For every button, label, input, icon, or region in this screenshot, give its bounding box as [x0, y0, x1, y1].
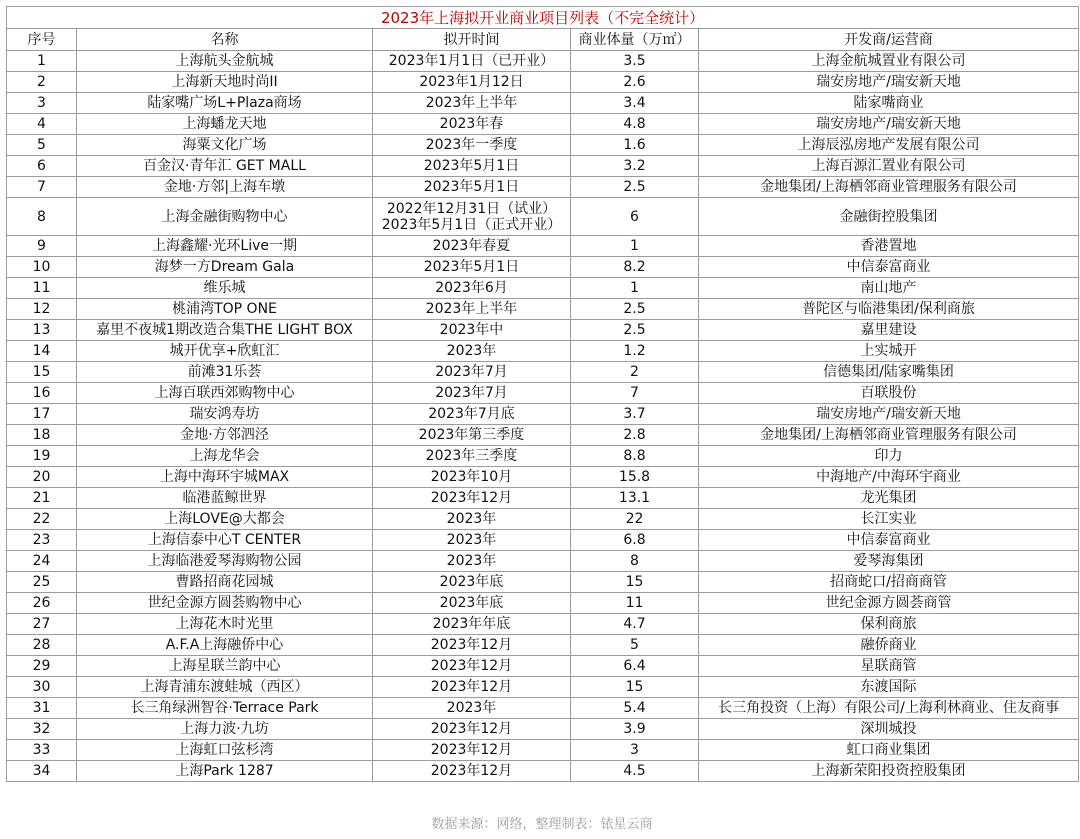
open-time-line: 2023年年底 [432, 616, 511, 632]
area-cell: 4.7 [571, 614, 699, 635]
index-cell: 30 [7, 677, 77, 698]
index-cell: 34 [7, 761, 77, 782]
table-row [7, 278, 1079, 299]
area-cell: 5 [571, 635, 699, 656]
table-row [7, 236, 1079, 257]
open-time-cell [373, 278, 571, 299]
table-row [7, 135, 1079, 156]
area-cell: 6 [571, 198, 699, 236]
table-row [7, 257, 1079, 278]
area-cell: 7 [571, 383, 699, 404]
developer-cell: 爱琴海集团 [699, 551, 1079, 572]
area-cell: 5.4 [571, 698, 699, 719]
name-cell: 上海青浦东渡蛙城（西区） [77, 677, 373, 698]
developer-cell: 普陀区与临港集团/保利商旅 [699, 299, 1079, 320]
developer-cell: 中海地产/中海环宇商业 [699, 467, 1079, 488]
index-cell: 29 [7, 656, 77, 677]
table-row [7, 425, 1079, 446]
area-cell: 11 [571, 593, 699, 614]
open-time-cell [373, 656, 571, 677]
open-time-cell [373, 467, 571, 488]
area-cell: 2.5 [571, 299, 699, 320]
open-time-cell [373, 198, 571, 236]
open-time-cell [373, 572, 571, 593]
index-cell: 4 [7, 114, 77, 135]
open-time-cell [373, 341, 571, 362]
area-cell: 3.4 [571, 93, 699, 114]
index-cell: 23 [7, 530, 77, 551]
index-cell: 13 [7, 320, 77, 341]
developer-cell: 星联商管 [699, 656, 1079, 677]
area-cell: 6.4 [571, 656, 699, 677]
name-cell: 上海信泰中心T CENTER [77, 530, 373, 551]
index-cell: 33 [7, 740, 77, 761]
open-time-cell [373, 72, 571, 93]
index-cell: 10 [7, 257, 77, 278]
name-cell: 瑞安鸿寿坊 [77, 404, 373, 425]
developer-cell: 上海金航城置业有限公司 [699, 51, 1079, 72]
area-cell: 15.8 [571, 467, 699, 488]
developer-cell: 世纪金源方圆荟商管 [699, 593, 1079, 614]
open-time-cell [373, 761, 571, 782]
name-cell: 海梦一方Dream Gala [77, 257, 373, 278]
area-cell: 4.5 [571, 761, 699, 782]
open-time-line: 2023年12月 [430, 763, 513, 779]
open-time-line: 2023年7月 [435, 385, 508, 401]
developer-cell: 中信泰富商业 [699, 530, 1079, 551]
developer-cell: 上海新荣阳投资控股集团 [699, 761, 1079, 782]
table-row [7, 404, 1079, 425]
developer-cell: 金融街控股集团 [699, 198, 1079, 236]
developer-cell: 上实城开 [699, 341, 1079, 362]
open-time-line: 2023年春夏 [432, 238, 511, 254]
table-row [7, 114, 1079, 135]
name-cell: 上海Park 1287 [77, 761, 373, 782]
area-cell: 1.2 [571, 341, 699, 362]
header-row [7, 29, 1079, 51]
name-cell: 曹路招商花园城 [77, 572, 373, 593]
index-cell: 21 [7, 488, 77, 509]
project-table [6, 6, 1079, 782]
name-cell: 上海力波·九坊 [77, 719, 373, 740]
table-row [7, 467, 1079, 488]
area-cell: 22 [571, 509, 699, 530]
area-cell: 2.5 [571, 177, 699, 198]
open-time-line: 2023年6月 [435, 280, 508, 296]
developer-cell: 龙光集团 [699, 488, 1079, 509]
open-time-line: 2023年12月 [430, 637, 513, 653]
name-cell: 城开优享+欣虹汇 [77, 341, 373, 362]
name-cell: 上海龙华会 [77, 446, 373, 467]
open-time-line: 2023年12月 [430, 679, 513, 695]
open-time-line: 2023年10月 [430, 469, 513, 485]
open-time-cell [373, 425, 571, 446]
developer-cell: 保利商旅 [699, 614, 1079, 635]
table-row [7, 198, 1079, 236]
area-cell: 2.5 [571, 320, 699, 341]
open-time-cell [373, 177, 571, 198]
open-time-cell [373, 719, 571, 740]
index-cell: 18 [7, 425, 77, 446]
header-name: 名称 [77, 29, 373, 51]
area-cell: 3.5 [571, 51, 699, 72]
source-note: 数据来源：网络，整理制表：铱星云商 [431, 817, 653, 832]
table-title: 2023年上海拟开业商业项目列表（不完全统计） [7, 7, 1079, 29]
index-cell: 5 [7, 135, 77, 156]
area-cell: 4.8 [571, 114, 699, 135]
header-index: 序号 [7, 29, 77, 51]
open-time-line: 2023年春 [439, 116, 504, 132]
table-row [7, 446, 1079, 467]
table-row [7, 177, 1079, 198]
open-time-line: 2023年三季度 [425, 448, 518, 464]
open-time-line: 2023年12月 [430, 721, 513, 737]
table-row [7, 572, 1079, 593]
open-time-line: 2023年底 [439, 574, 504, 590]
developer-cell: 南山地产 [699, 278, 1079, 299]
open-time-cell [373, 698, 571, 719]
name-cell: 维乐城 [77, 278, 373, 299]
table-row [7, 509, 1079, 530]
open-time-line: 2023年上半年 [425, 95, 518, 111]
name-cell: 百金汉·青年汇 GET MALL [77, 156, 373, 177]
developer-cell: 陆家嘴商业 [699, 93, 1079, 114]
open-time-line: 2023年底 [439, 595, 504, 611]
header-area: 商业体量（万㎡） [571, 29, 699, 51]
open-time-line: 2023年 [446, 553, 497, 569]
name-cell: 上海临港爱琴海购物公园 [77, 551, 373, 572]
header-open-time: 拟开时间 [373, 29, 571, 51]
index-cell: 28 [7, 635, 77, 656]
open-time-cell [373, 93, 571, 114]
name-cell: 世纪金源方圆荟购物中心 [77, 593, 373, 614]
name-cell: 桃浦湾TOP ONE [77, 299, 373, 320]
open-time-line: 2023年 [446, 343, 497, 359]
area-cell: 1 [571, 278, 699, 299]
title-row [7, 7, 1079, 29]
index-cell: 3 [7, 93, 77, 114]
table-row [7, 93, 1079, 114]
name-cell: 陆家嘴广场L+Plaza商场 [77, 93, 373, 114]
table-row [7, 72, 1079, 93]
index-cell: 12 [7, 299, 77, 320]
area-cell: 3.7 [571, 404, 699, 425]
index-cell: 15 [7, 362, 77, 383]
open-time-line: 2023年5月1日 [423, 158, 520, 174]
open-time-line: 2023年 [446, 700, 497, 716]
index-cell: 19 [7, 446, 77, 467]
area-cell: 3.2 [571, 156, 699, 177]
name-cell: 上海虹口弦杉湾 [77, 740, 373, 761]
open-time-line: 2023年 [446, 532, 497, 548]
index-cell: 20 [7, 467, 77, 488]
name-cell: 上海星联兰韵中心 [77, 656, 373, 677]
open-time-cell [373, 320, 571, 341]
index-cell: 14 [7, 341, 77, 362]
table-row [7, 656, 1079, 677]
developer-cell: 瑞安房地产/瑞安新天地 [699, 114, 1079, 135]
name-cell: 金地·方邻泗泾 [77, 425, 373, 446]
name-cell: 临港蓝鲸世界 [77, 488, 373, 509]
developer-cell: 上海辰泓房地产发展有限公司 [699, 135, 1079, 156]
name-cell: 前滩31乐荟 [77, 362, 373, 383]
open-time-cell [373, 114, 571, 135]
open-time-cell [373, 488, 571, 509]
name-cell: 上海花木时光里 [77, 614, 373, 635]
developer-cell: 信德集团/陆家嘴集团 [699, 362, 1079, 383]
index-cell: 7 [7, 177, 77, 198]
open-time-cell [373, 677, 571, 698]
index-cell: 22 [7, 509, 77, 530]
index-cell: 24 [7, 551, 77, 572]
table-row [7, 156, 1079, 177]
open-time-line: 2023年中 [439, 322, 504, 338]
table-row [7, 51, 1079, 72]
developer-cell: 融侨商业 [699, 635, 1079, 656]
open-time-line: 2023年12月 [430, 742, 513, 758]
open-time-cell [373, 257, 571, 278]
developer-cell: 瑞安房地产/瑞安新天地 [699, 404, 1079, 425]
name-cell: 海粟文化广场 [77, 135, 373, 156]
area-cell: 3.9 [571, 719, 699, 740]
open-time-cell [373, 362, 571, 383]
open-time-line: 2023年5月1日 [423, 179, 520, 195]
developer-cell: 长三角投资（上海）有限公司/上海利林商业、住友商事 [699, 698, 1079, 719]
area-cell: 1.6 [571, 135, 699, 156]
name-cell: 上海金融街购物中心 [77, 198, 373, 236]
index-cell: 17 [7, 404, 77, 425]
table-row [7, 740, 1079, 761]
table-row [7, 530, 1079, 551]
name-cell: 上海航头金航城 [77, 51, 373, 72]
index-cell: 11 [7, 278, 77, 299]
index-cell: 25 [7, 572, 77, 593]
area-cell: 13.1 [571, 488, 699, 509]
area-cell: 8 [571, 551, 699, 572]
open-time-cell [373, 299, 571, 320]
area-cell: 8.8 [571, 446, 699, 467]
open-time-line: 2023年5月1日（正式开业） [381, 216, 562, 233]
open-time-cell [373, 156, 571, 177]
name-cell: A.F.A上海融侨中心 [77, 635, 373, 656]
developer-cell: 金地集团/上海栖邻商业管理服务有限公司 [699, 425, 1079, 446]
open-time-cell [373, 383, 571, 404]
index-cell: 2 [7, 72, 77, 93]
developer-cell: 百联股份 [699, 383, 1079, 404]
developer-cell: 中信泰富商业 [699, 257, 1079, 278]
developer-cell: 招商蛇口/招商商管 [699, 572, 1079, 593]
developer-cell: 印力 [699, 446, 1079, 467]
index-cell: 27 [7, 614, 77, 635]
open-time-cell [373, 614, 571, 635]
area-cell: 15 [571, 677, 699, 698]
table-row [7, 719, 1079, 740]
area-cell: 2.8 [571, 425, 699, 446]
index-cell: 8 [7, 198, 77, 236]
table-row [7, 551, 1079, 572]
table-row [7, 299, 1079, 320]
developer-cell: 东渡国际 [699, 677, 1079, 698]
name-cell: 上海鑫耀·光环Live一期 [77, 236, 373, 257]
developer-cell: 瑞安房地产/瑞安新天地 [699, 72, 1079, 93]
open-time-line: 2023年一季度 [425, 137, 518, 153]
table-row [7, 677, 1079, 698]
open-time-line: 2023年7月底 [428, 406, 515, 422]
table-row [7, 614, 1079, 635]
open-time-cell [373, 551, 571, 572]
name-cell: 嘉里不夜城1期改造合集THE LIGHT BOX [77, 320, 373, 341]
index-cell: 1 [7, 51, 77, 72]
area-cell: 2 [571, 362, 699, 383]
header-developer: 开发商/运营商 [699, 29, 1079, 51]
developer-cell: 金地集团/上海栖邻商业管理服务有限公司 [699, 177, 1079, 198]
area-cell: 6.8 [571, 530, 699, 551]
open-time-line: 2023年 [446, 511, 497, 527]
index-cell: 32 [7, 719, 77, 740]
name-cell: 上海新天地时尚II [77, 72, 373, 93]
name-cell: 上海中海环宇城MAX [77, 467, 373, 488]
open-time-cell [373, 509, 571, 530]
index-cell: 26 [7, 593, 77, 614]
table-row [7, 362, 1079, 383]
open-time-cell [373, 740, 571, 761]
table-row [7, 635, 1079, 656]
name-cell: 金地·方邻|上海车墩 [77, 177, 373, 198]
developer-cell: 香港置地 [699, 236, 1079, 257]
open-time-line: 2023年12月 [430, 658, 513, 674]
open-time-cell [373, 135, 571, 156]
open-time-cell [373, 530, 571, 551]
developer-cell: 长江实业 [699, 509, 1079, 530]
name-cell: 长三角绿洲智谷·Terrace Park [77, 698, 373, 719]
area-cell: 3 [571, 740, 699, 761]
index-cell: 9 [7, 236, 77, 257]
developer-cell: 深圳城投 [699, 719, 1079, 740]
area-cell: 15 [571, 572, 699, 593]
area-cell: 2.6 [571, 72, 699, 93]
table-row [7, 593, 1079, 614]
index-cell: 31 [7, 698, 77, 719]
developer-cell: 上海百源汇置业有限公司 [699, 156, 1079, 177]
developer-cell: 虹口商业集团 [699, 740, 1079, 761]
table-row [7, 488, 1079, 509]
open-time-line: 2023年12月 [430, 490, 513, 506]
name-cell: 上海LOVE@大都会 [77, 509, 373, 530]
open-time-line: 2023年上半年 [425, 301, 518, 317]
table-row [7, 698, 1079, 719]
table-row [7, 761, 1079, 782]
index-cell: 6 [7, 156, 77, 177]
open-time-cell [373, 51, 571, 72]
area-cell: 8.2 [571, 257, 699, 278]
open-time-line: 2023年7月 [435, 364, 508, 380]
open-time-cell [373, 446, 571, 467]
open-time-line: 2022年12月31日（试业） [386, 200, 557, 217]
table-row [7, 320, 1079, 341]
name-cell: 上海百联西郊购物中心 [77, 383, 373, 404]
open-time-line: 2023年第三季度 [418, 427, 525, 443]
open-time-line: 2023年5月1日 [423, 259, 520, 275]
area-cell: 1 [571, 236, 699, 257]
open-time-cell [373, 404, 571, 425]
index-cell: 16 [7, 383, 77, 404]
open-time-cell [373, 635, 571, 656]
open-time-line: 2023年1月1日（已开业） [388, 53, 555, 69]
open-time-cell [373, 593, 571, 614]
open-time-line: 2023年1月12日 [419, 74, 524, 90]
name-cell: 上海蟠龙天地 [77, 114, 373, 135]
open-time-cell [373, 236, 571, 257]
table-row [7, 341, 1079, 362]
developer-cell: 嘉里建设 [699, 320, 1079, 341]
table-row [7, 383, 1079, 404]
